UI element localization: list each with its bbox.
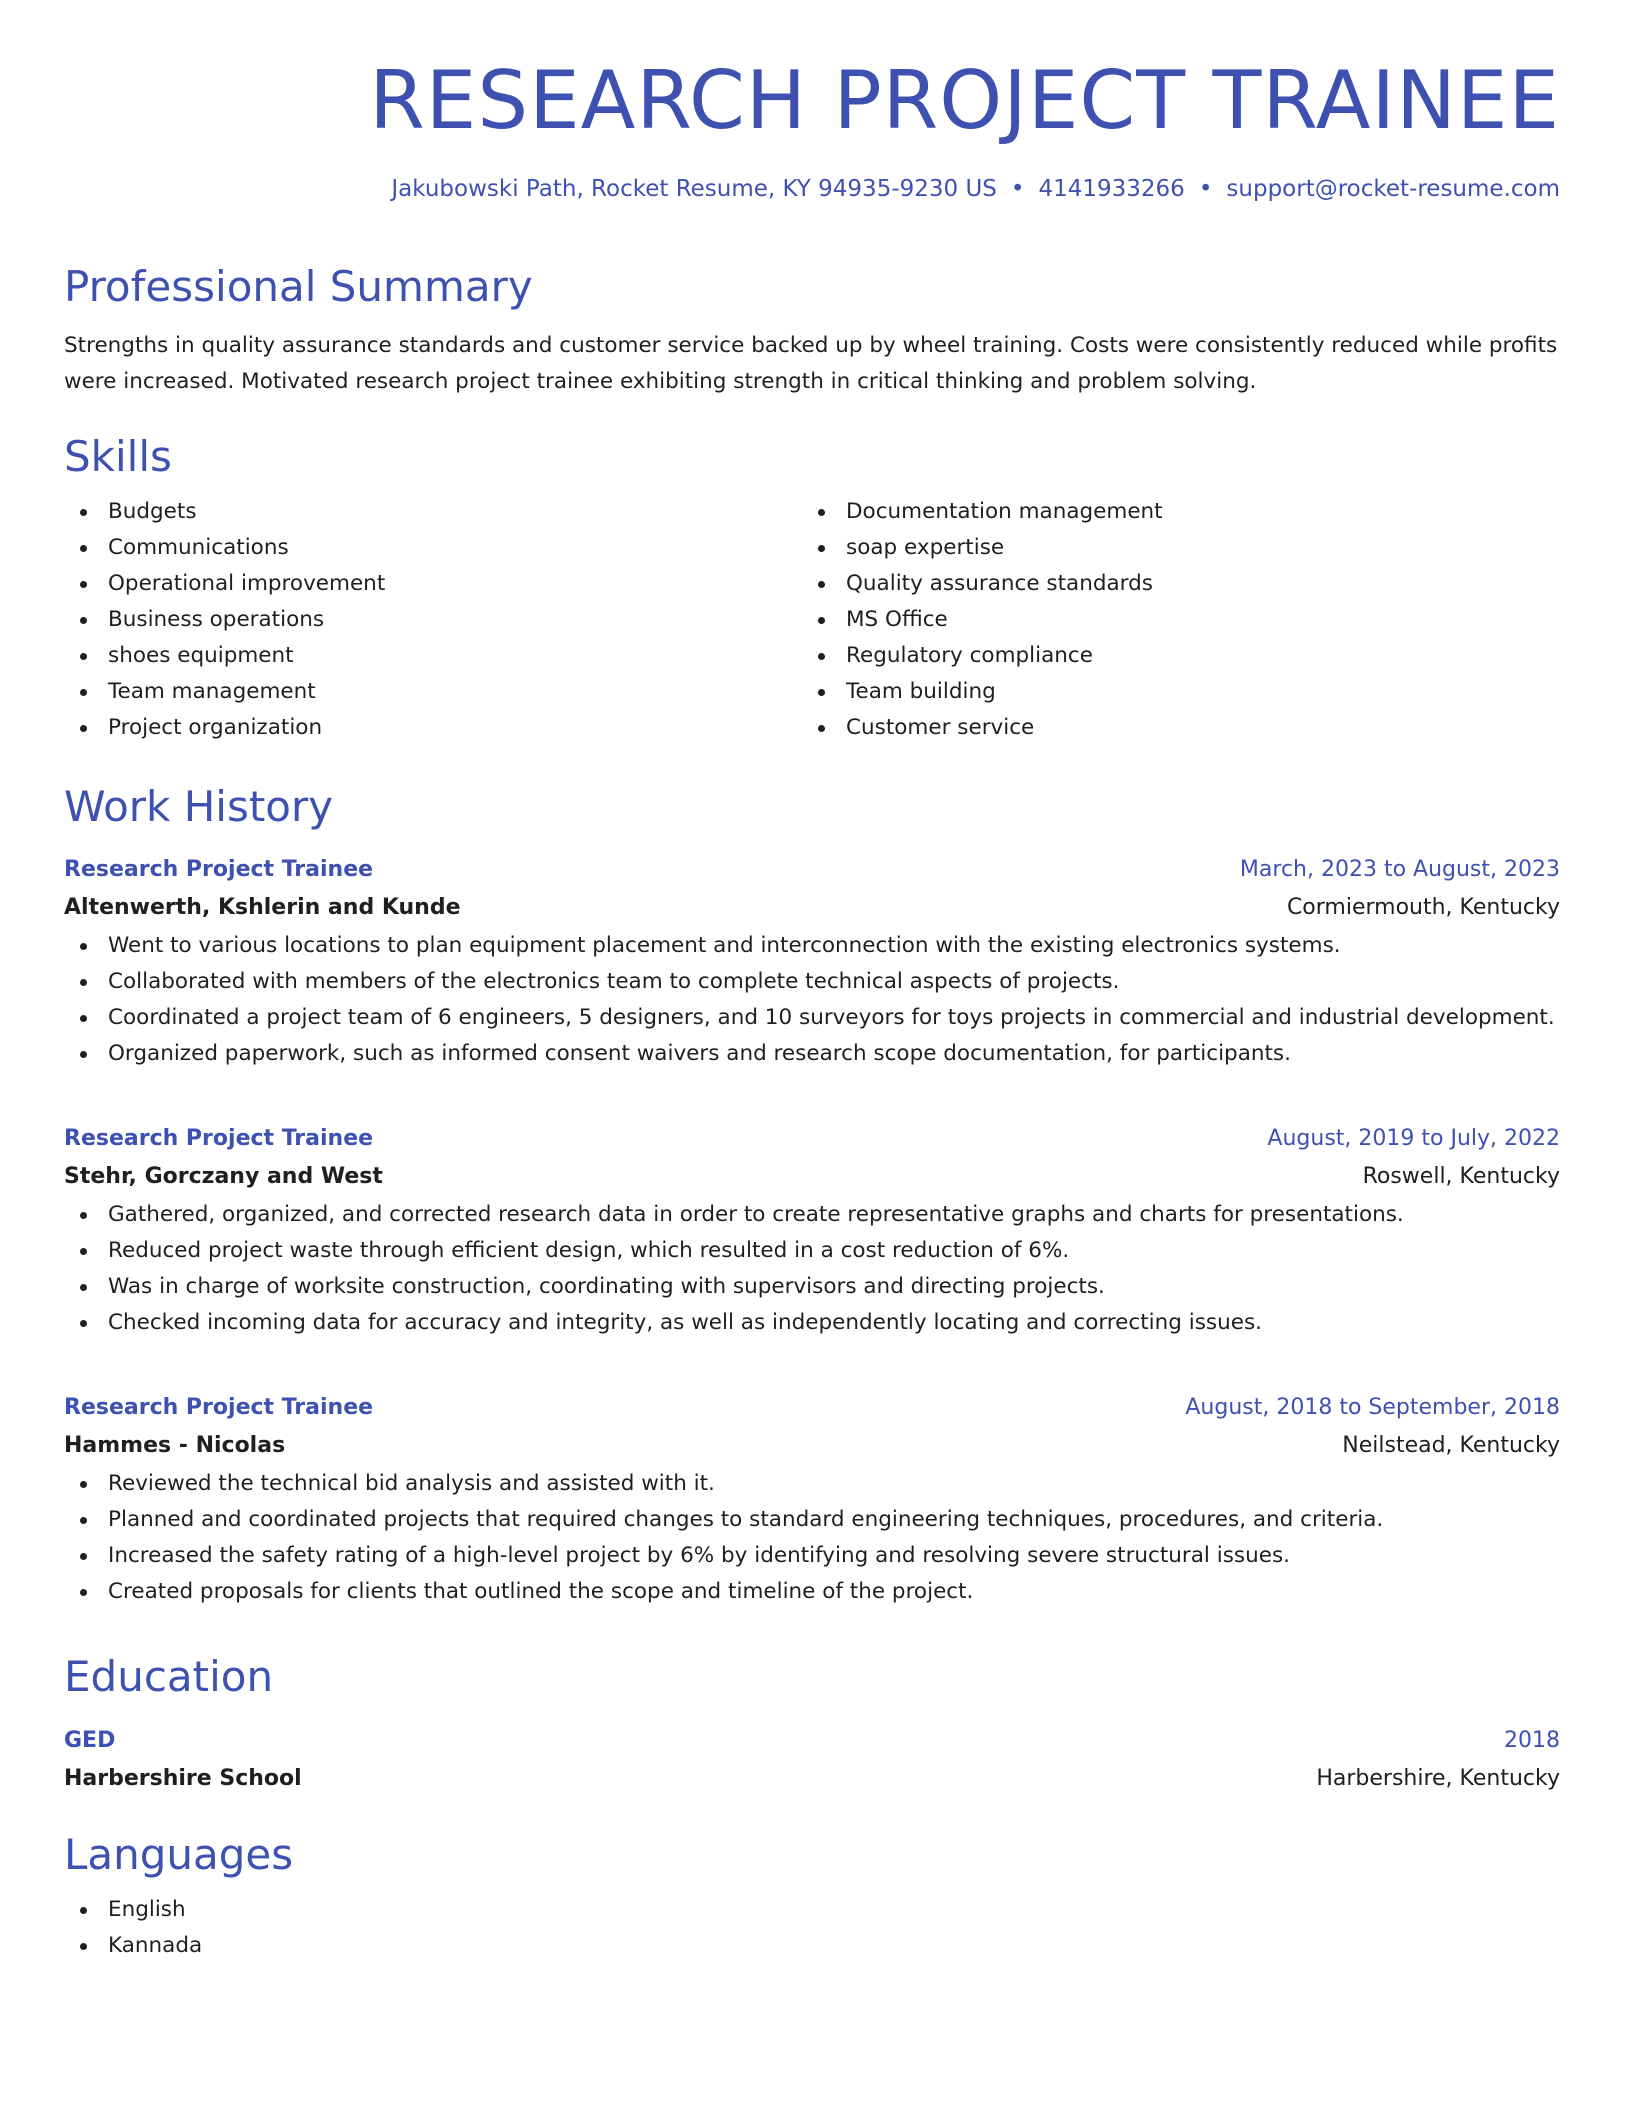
- skill-item: soap expertise: [802, 530, 1540, 566]
- skills-list-left: [64, 494, 802, 746]
- section-title-languages: Languages: [64, 1830, 294, 1879]
- skill-item: Operational improvement: [64, 566, 802, 602]
- summary-section: [64, 262, 1560, 400]
- resume-header: [64, 0, 1560, 204]
- job-bullet: Planned and coordinated projects that required changes to standard engineering techniques, procedures, and criteria.: [64, 1502, 1560, 1538]
- language-item: English: [64, 1892, 1560, 1928]
- job-role: Research Project Trainee: [64, 1395, 374, 1420]
- job-dates: August, 2019 to July, 2022: [1267, 1126, 1560, 1151]
- skill-item: Team building: [802, 674, 1540, 710]
- languages-section: [64, 1830, 1560, 1964]
- job-location: Neilstead, Kentucky: [1342, 1433, 1560, 1458]
- job-role: Research Project Trainee: [64, 1126, 374, 1151]
- job-bullet: Coordinated a project team of 6 engineers, 5 designers, and 10 surveyors for toys projects in commercial and industrial development.: [64, 1000, 1560, 1036]
- candidate-title: RESEARCH PROJECT TRAINEE: [369, 54, 1560, 147]
- job-entry: [64, 1390, 1560, 1610]
- education-school-row: [64, 1759, 1560, 1799]
- job-header-row: [64, 1121, 1560, 1157]
- skill-item: Project organization: [64, 710, 802, 746]
- job-bullet: Was in charge of worksite construction, coordinating with supervisors and directing projects.: [64, 1269, 1560, 1305]
- contact-separator: •: [1010, 176, 1025, 202]
- skill-item: Communications: [64, 530, 802, 566]
- contact-address: Jakubowski Path, Rocket Resume, KY 94935-9230 US: [391, 176, 997, 202]
- skills-list-right: [802, 494, 1540, 746]
- job-dates: March, 2023 to August, 2023: [1239, 857, 1560, 882]
- skill-item: MS Office: [802, 602, 1540, 638]
- work-history-section: [64, 782, 1560, 832]
- education-school: Harbershire School: [64, 1766, 302, 1791]
- job-company: Stehr, Gorczany and West: [64, 1164, 383, 1189]
- job-bullet: Reviewed the technical bid analysis and assisted with it.: [64, 1466, 1560, 1502]
- job-bullet: Increased the safety rating of a high-level project by 6% by identifying and resolving severe structural issues.: [64, 1538, 1560, 1574]
- skill-item: Quality assurance standards: [802, 566, 1540, 602]
- section-title-work-history: Work History: [64, 782, 334, 831]
- job-bullet-list: [64, 928, 1560, 1072]
- education-degree: GED: [64, 1728, 116, 1753]
- job-bullet-list: [64, 1466, 1560, 1610]
- section-title-education: Education: [64, 1652, 274, 1701]
- job-company-row: [64, 888, 1560, 928]
- job-company-row: [64, 1157, 1560, 1197]
- job-location: Cormiermouth, Kentucky: [1286, 895, 1560, 920]
- skill-item: Regulatory compliance: [802, 638, 1540, 674]
- job-header-row: [64, 852, 1560, 888]
- job-entry: [64, 1121, 1560, 1341]
- skills-section: [64, 432, 1560, 746]
- job-company-row: [64, 1426, 1560, 1466]
- job-bullet: Gathered, organized, and corrected research data in order to create representative graphs and charts for presentations.: [64, 1197, 1560, 1233]
- job-header-row: [64, 1390, 1560, 1426]
- job-bullet: Went to various locations to plan equipment placement and interconnection with the existing electronics systems.: [64, 928, 1560, 964]
- education-header-row: [64, 1723, 1560, 1759]
- education-entry: [64, 1723, 1560, 1799]
- contact-phone: 4141933266: [1038, 176, 1185, 202]
- job-role: Research Project Trainee: [64, 857, 374, 882]
- section-title-skills: Skills: [64, 432, 172, 481]
- skill-item: Budgets: [64, 494, 802, 530]
- job-entry: [64, 852, 1560, 1072]
- job-company: Altenwerth, Kshlerin and Kunde: [64, 895, 461, 920]
- skills-columns: [64, 494, 1560, 746]
- job-bullet: Checked incoming data for accuracy and integrity, as well as independently locating and correcting issues.: [64, 1305, 1560, 1341]
- job-location: Roswell, Kentucky: [1362, 1164, 1560, 1189]
- job-bullet: Created proposals for clients that outlined the scope and timeline of the project.: [64, 1574, 1560, 1610]
- skill-item: Customer service: [802, 710, 1540, 746]
- education-location: Harbershire, Kentucky: [1316, 1766, 1560, 1791]
- skill-item: Team management: [64, 674, 802, 710]
- education-section: [64, 1652, 1560, 1702]
- contact-email[interactable]: support@rocket-resume.com: [1226, 176, 1560, 202]
- skill-item: Documentation management: [802, 494, 1540, 530]
- job-dates: August, 2018 to September, 2018: [1185, 1395, 1560, 1420]
- summary-text: Strengths in quality assurance standards and customer service backed up by wheel training. Costs were consistently reduced while profits were increased. Motivated research project trainee exhibiting strength in critical thinking and problem solving.: [64, 333, 1558, 394]
- job-bullet: Reduced project waste through efficient design, which resulted in a cost reduction of 6%.: [64, 1233, 1560, 1269]
- job-bullet: Collaborated with members of the electronics team to complete technical aspects of projects.: [64, 964, 1560, 1000]
- contact-line: [64, 174, 1560, 204]
- skill-item: Business operations: [64, 602, 802, 638]
- job-bullet: Organized paperwork, such as informed consent waivers and research scope documentation, for participants.: [64, 1036, 1560, 1072]
- languages-list: [64, 1892, 1560, 1964]
- language-item: Kannada: [64, 1928, 1560, 1964]
- job-company: Hammes - Nicolas: [64, 1433, 286, 1458]
- section-title-summary: Professional Summary: [64, 262, 533, 311]
- skill-item: shoes equipment: [64, 638, 802, 674]
- education-year: 2018: [1504, 1728, 1560, 1753]
- contact-separator: •: [1198, 176, 1213, 202]
- job-bullet-list: [64, 1197, 1560, 1341]
